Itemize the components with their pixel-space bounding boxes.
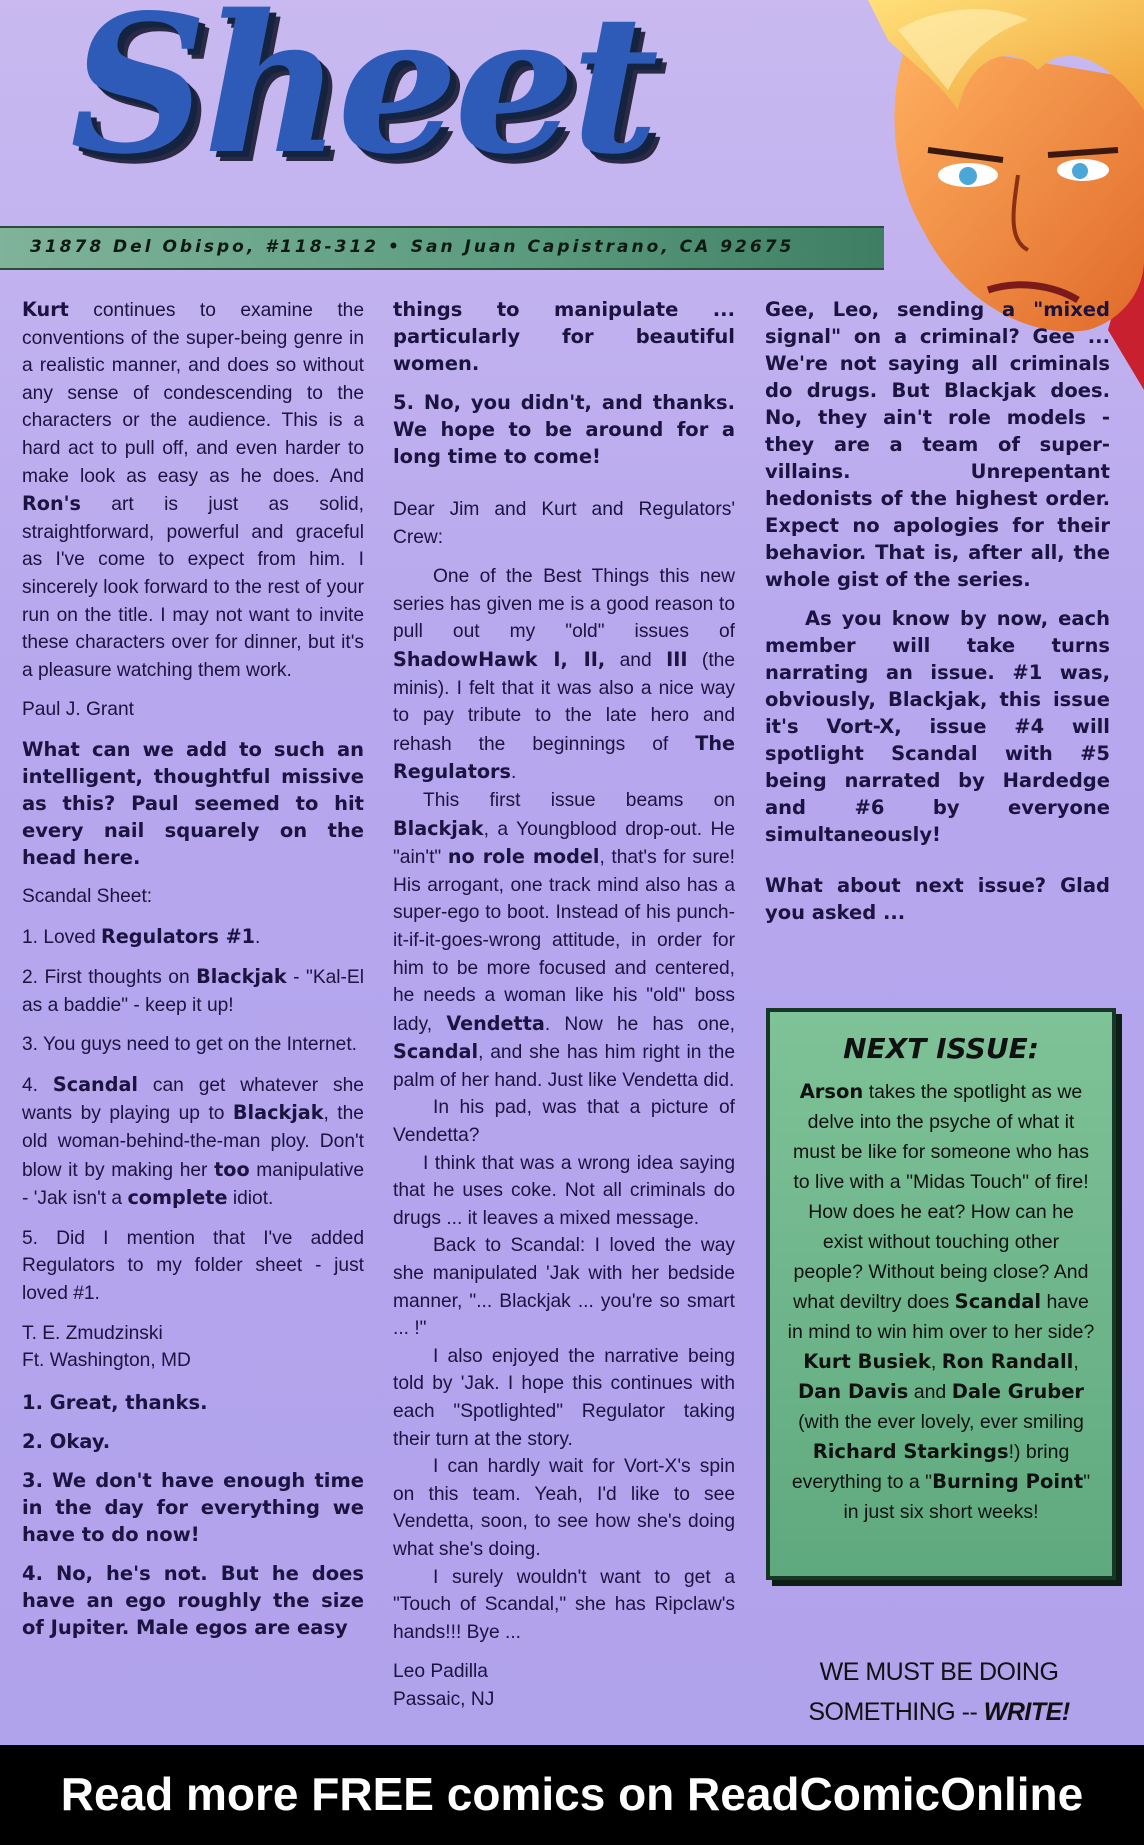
text-span: 2. First thoughts on <box>22 967 197 989</box>
bold-span: complete <box>127 1186 228 1210</box>
text-span: " in just six short weeks! <box>843 1471 1091 1523</box>
bold-span: Burning Point <box>932 1470 1084 1493</box>
bold-span: Blackjak <box>196 965 287 989</box>
bold-span: III <box>666 647 688 671</box>
name-kurt: Kurt <box>22 298 69 321</box>
signature-name: Leo Padilla <box>393 1661 488 1683</box>
text-span: , the old woman-behind-the-man ploy. Don't blow it by making her <box>22 1103 364 1181</box>
promo-text[interactable]: Read more FREE comics on ReadComicOnline <box>60 1768 1084 1820</box>
signature-place: Passaic, NJ <box>393 1688 495 1710</box>
text-span: have in mind to win him over to her side? <box>787 1291 1095 1343</box>
letter-2-item-4 <box>22 1071 364 1213</box>
bold-span: ShadowHawk I, II, <box>393 647 606 671</box>
editor-reply-2-item-1: 1. Great, thanks. <box>22 1390 208 1414</box>
bold-span: The Regulators <box>393 731 735 784</box>
letter-3-salutation: Dear Jim and Kurt and Regulators' Crew: <box>393 499 735 548</box>
letter-3-signature <box>393 1658 735 1713</box>
bold-span: Scandal <box>52 1072 138 1096</box>
text-span: SOMETHING -- <box>808 1698 984 1726</box>
letter-1-signature: Paul J. Grant <box>22 699 134 721</box>
editor-reply-2-continued: things to manipulate ... particularly for beautiful women. <box>393 298 735 375</box>
letters-column-2 <box>393 296 735 1726</box>
text-span: continues to examine the conventions of the super-being genre in a realistic manner, and does so without any sense of condescending to the characters or the audience. This is a hard act to pull off, and even harder to make look as easy as he does. And <box>22 300 364 487</box>
bold-span: too <box>214 1157 250 1181</box>
text-span: art is just as solid, straightforward, powerful and graceful as I've come to expect from him. I sincerely look forward to the rest of your run on the title. I may not want to invite these characters over for dinner, but it's a pleasure watching them work. <box>22 494 364 681</box>
mailing-address: 31878 Del Obispo, #118-312 • San Juan Capistrano, CA 92675 <box>30 237 795 257</box>
letter-2-signature <box>22 1320 364 1375</box>
letter-3-paragraph-7: I can hardly wait for Vort-X's spin on this team. Yeah, I'd like to see Vendetta, soon, to see how she's doing what she's doing. <box>393 1456 735 1560</box>
text-span: and <box>908 1381 952 1403</box>
letter-2-item-2 <box>22 963 364 1019</box>
text-span: , and she has him right in the palm of her hand. Just like Vendetta did. <box>393 1042 735 1091</box>
bold-span: Dan Davis <box>797 1380 909 1403</box>
bold-span: Vendetta <box>446 1011 545 1035</box>
letter-3-paragraph-4: I think that was a wrong idea saying that he uses coke. Not all criminals do drugs ... it leaves a mixed message. <box>393 1152 735 1229</box>
text-span: 1. Loved <box>22 926 101 948</box>
text-span: , <box>1073 1351 1079 1373</box>
bold-span: Ron Randall <box>941 1350 1074 1373</box>
next-issue-description <box>770 1065 1112 1527</box>
callout-line-1: WE MUST BE DOING <box>819 1658 1059 1686</box>
text-span: and <box>605 649 667 671</box>
letter-3-paragraph-2 <box>393 787 735 1095</box>
next-issue-title: NEXT ISSUE: <box>843 1032 1039 1065</box>
bold-span: Arson <box>799 1080 864 1103</box>
text-span: manipulative - 'Jak isn't a <box>22 1159 364 1210</box>
bold-span: Scandal <box>393 1040 479 1064</box>
bold-span: Blackjak <box>232 1101 324 1125</box>
emphasis-write: WRITE! <box>983 1698 1070 1726</box>
bold-span: Dale Gruber <box>951 1380 1085 1403</box>
text-span: . Now he has one, <box>544 1013 735 1035</box>
bold-span: Scandal <box>954 1290 1042 1313</box>
editor-reply-2-item-2: 2. Okay. <box>22 1429 111 1453</box>
text-span: , <box>930 1351 942 1373</box>
address-bar <box>0 226 884 270</box>
letter-2-item-1 <box>22 923 364 952</box>
editor-reply-2-item-4: 4. No, he's not. But he does have an ego roughly the size of Jupiter. Male egos are easy <box>22 1561 364 1639</box>
text-span: , a Youngblood drop-out. He "ain't" <box>393 818 735 869</box>
write-in-callout <box>766 1652 1112 1732</box>
text-span: idiot. <box>227 1188 274 1210</box>
text-span: Gee, Leo, sending a "mixed signal" on a criminal? Gee ... We're not saying <box>765 298 1110 375</box>
editor-reply-2-item-5: 5. No, you didn't, and thanks. We hope to be around for a long time to come! <box>393 391 735 468</box>
letter-2-item-5: 5. Did I mention that I've added Regulators to my folder sheet - just loved #1. <box>22 1227 364 1305</box>
text-span: (with the ever lovely, ever smiling <box>798 1411 1084 1433</box>
name-ron: Ron's <box>22 492 81 516</box>
text-span: . <box>255 926 261 948</box>
letter-3-paragraph-6: I also enjoyed the narrative being told by 'Jak. I hope this continues with each "Spotlighted" Regulator taking their turn at the story. <box>393 1345 735 1450</box>
text-span: One of the Best Things this new series has given me is a good reason to pull out my "old" issues of <box>393 566 735 643</box>
text-span: - "Kal-El as a baddie" - keep it up! <box>22 967 364 1016</box>
text-span: , that's for sure! His arrogant, one track mind also has a super-ego to boot. Instead of his punch-it-if-it-goes-wrong attitude, in order for him to be more focused and centered, he needs a woman like his "old" boss lady, <box>393 847 736 1035</box>
bold-span: no role model <box>447 845 600 869</box>
text-span: 4. <box>22 1074 53 1096</box>
letters-column-3 <box>765 296 1110 938</box>
promo-footer <box>0 1745 1144 1845</box>
letter-3-paragraph-8: I surely wouldn't want to get a "Touch of Scandal," she has Ripclaw's hands!!! Bye ... <box>393 1566 735 1643</box>
emphasis-all: all <box>971 352 998 375</box>
letter-3-paragraph-5: Back to Scandal: I loved the way she manipulated 'Jak with her bedside manner, "... Blackjak ... you're so smart ... !" <box>393 1235 735 1340</box>
callout-line-2 <box>766 1692 1112 1732</box>
text-span: can get whatever she wants by playing up to <box>22 1074 364 1125</box>
text-span: !) bring everything to a " <box>791 1441 1070 1493</box>
letter-2-item-3: 3. You guys need to get on the Internet. <box>22 1034 357 1056</box>
editor-reply-2-item-3: 3. We don't have enough time in the day for everything we have to do now! <box>22 1468 364 1546</box>
sheet-logo: Sheet <box>70 0 655 196</box>
bold-span: Regulators #1 <box>100 924 256 948</box>
text-span: . <box>510 762 517 784</box>
letter-2-salutation: Scandal Sheet: <box>22 885 153 907</box>
text-span: criminals do drugs. But Blackjak does. No, they ain't role models - they are a team of super-villains. Unrepentant hedonists of the highest order. Expect no apologies for their behavior. That is, after all, the whole gist of the series. <box>765 352 1110 591</box>
editor-reply-3 <box>765 296 1110 593</box>
editor-reply-3-paragraph-3: What about next issue? Glad you asked ... <box>765 874 1110 924</box>
next-issue-box <box>766 1008 1116 1580</box>
letter-3-paragraph-3: In his pad, was that a picture of Vendetta? <box>393 1097 735 1147</box>
text-span: This first issue beams on <box>423 789 735 811</box>
bold-span: Richard Starkings <box>812 1440 1009 1463</box>
letters-column-1 <box>22 296 364 1653</box>
editor-reply-3-paragraph-2: As you know by now, each member will take turns narrating an issue. #1 was, obviously, Blackjak, this issue it's Vort-X, issue #4 will spotlight Scandal with #5 being narrated by Hardedge and #6 by everyone simultaneously! <box>765 607 1110 846</box>
bold-span: Blackjak <box>393 816 484 840</box>
text-span: (the minis). I felt that it was also a nice way to pay tribute to the late hero and rehash the beginnings of <box>393 649 735 755</box>
editor-reply-1: What can we add to such an intelligent, thoughtful missive as this? Paul seemed to hit every nail squarely on the head here. <box>22 737 364 869</box>
signature-name: T. E. Zmudzinski <box>22 1322 163 1344</box>
signature-place: Ft. Washington, MD <box>22 1350 191 1372</box>
bold-span: Kurt Busiek <box>803 1350 931 1373</box>
text-span: takes the spotlight as we delve into the psyche of what it must be like for someone who has to live with a "Midas Touch" of fire! How does he eat? How can he exist without touching other people? Without being close? And what deviltry does <box>793 1081 1089 1313</box>
letter-3-paragraph-1 <box>393 563 735 787</box>
letter-1-paragraph <box>22 296 364 684</box>
